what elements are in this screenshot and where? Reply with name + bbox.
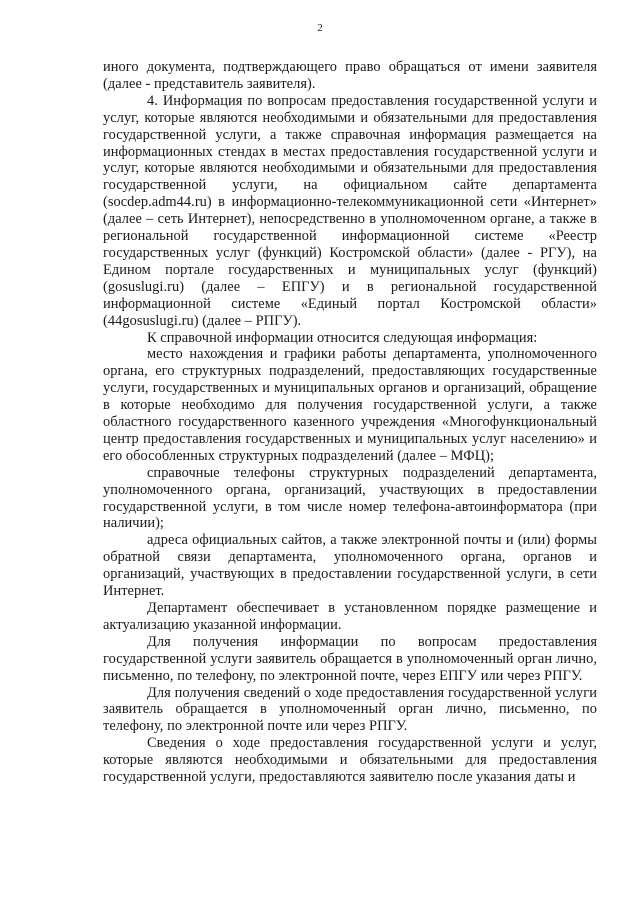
paragraph-reference-info-intro: К справочной информации относится следующая информация: [147, 329, 538, 346]
paragraph-reference-phones: справочные телефоны структурных подразделений департамента, уполномоченного органа, организаций, участвующих в предоставлении государственной услуги, в том числе номер телефона-автоинформатора (при наличии); [103, 464, 597, 532]
document-body [103, 59, 597, 786]
page-number: 2 [317, 22, 323, 34]
paragraph-representative-continuation: иного документа, подтверждающего право обращаться от имени заявителя (далее - представитель заявителя). [103, 59, 597, 92]
paragraph-website-addresses: адреса официальных сайтов, а также электронной почты и (или) формы обратной связи департамента, уполномоченного органа, органов и организаций, участвующих в предоставлении государственной услуги, в сети Интернет. [103, 532, 597, 600]
paragraph-progress-details: Сведения о ходе предоставления государственной услуги и услуг, которые являются необходимыми и обязательными для предоставления государственной услуги, предоставляются заявителю после указания даты и [103, 735, 597, 786]
paragraph-item-4-information-placement: 4. Информация по вопросам предоставления государственной услуги и услуг, которые являются необходимыми и обязательными для предоставления государственной услуги, а также справочная информация размещается на информационных стендах в местах предоставления государственной услуги и услуг, которые являются необходимыми и обязательными для предоставления государственной услуги, на официальном сайте департамента (socdep.adm44.ru) в информационно-телекоммуникационной сети «Интернет» (далее – сеть Интернет), непосредственно в уполномоченном органе, а также в региональной государственной информационной системе «Реестр государственных услуг (функций) Костромской области» (далее - РГУ), на Едином портале государственных и муниципальных услуг (функций) (gosuslugi.ru) (далее – ЕПГУ) и в региональной государственной информационной системе «Единый портал Костромской области» (44gosuslugi.ru) (далее – РПГУ). [103, 92, 597, 329]
paragraph-obtaining-information: Для получения информации по вопросам предоставления государственной услуги заявитель обращается в уполномоченный орган лично, письменно, по телефону, по электронной почте, через ЕПГУ или через РПГУ. [103, 633, 597, 684]
paragraph-department-updates: Департамент обеспечивает в установленном порядке размещение и актуализацию указанной информации. [103, 600, 597, 633]
paragraph-progress-information: Для получения сведений о ходе предоставления государственной услуги заявитель обращается в уполномоченный орган лично, письменно, по телефону, по электронной почте или через РПГУ. [103, 684, 597, 735]
paragraph-location-schedules: место нахождения и графики работы департамента, уполномоченного органа, его структурных подразделений, предоставляющих государственные услуги, государственных и муниципальных органов и организаций, обращение в которые необходимо для получения государственной услуги, а также областного государственного казенного учреждения «Многофункциональный центр предоставления государственных и муниципальных услуг населению» и его обособленных структурных подразделений (далее – МФЦ); [103, 346, 597, 464]
